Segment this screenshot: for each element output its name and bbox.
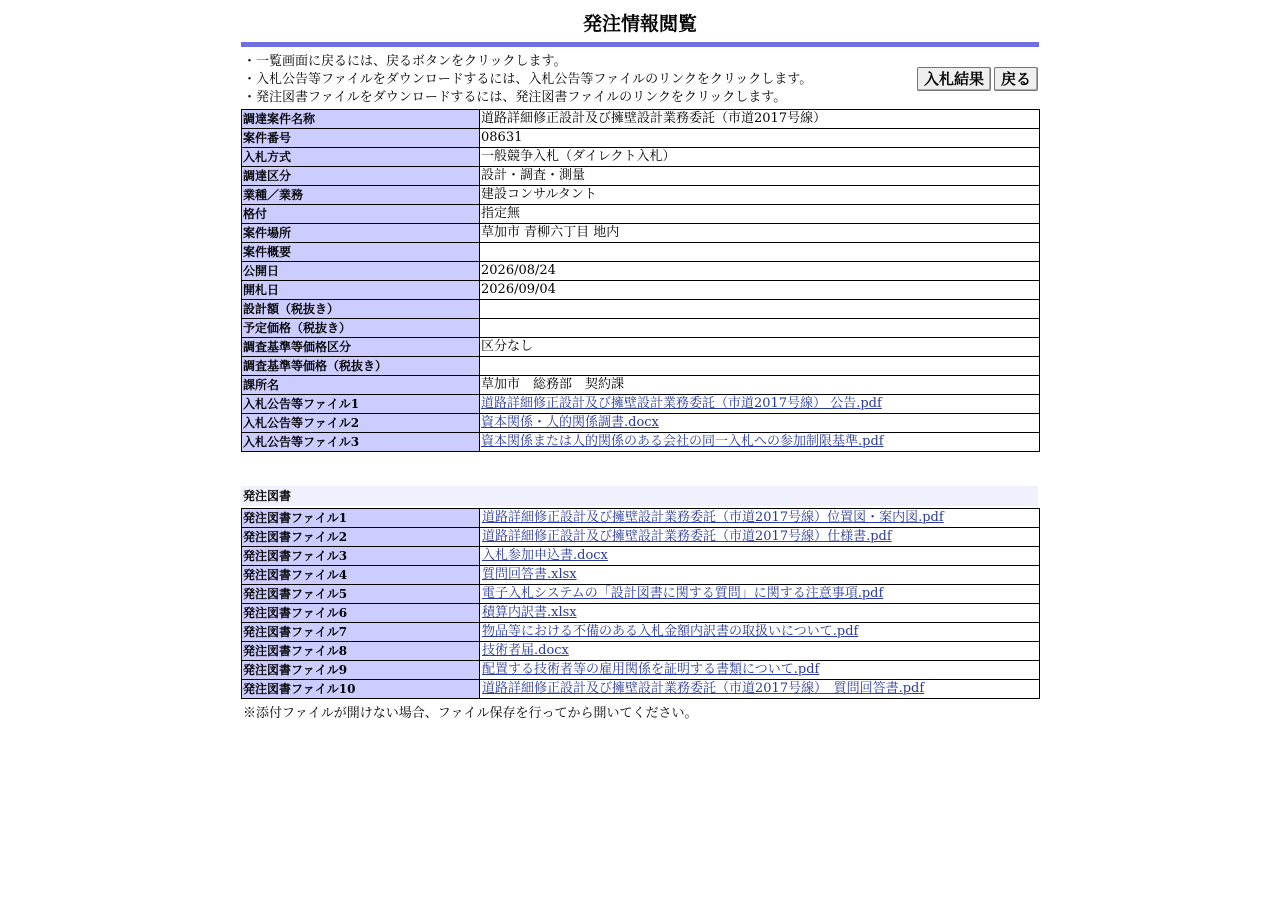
detail-value: 一般競争入札（ダイレクト入札） bbox=[481, 149, 676, 164]
row-label: 発注図書ファイル6 bbox=[242, 604, 480, 623]
row-label: 予定価格（税抜き） bbox=[242, 319, 480, 338]
row-label: 発注図書ファイル8 bbox=[242, 642, 480, 661]
row-value-cell bbox=[480, 395, 1040, 414]
detail-row bbox=[242, 338, 1040, 357]
drawing-file-row bbox=[242, 680, 1040, 699]
row-value-cell bbox=[480, 148, 1040, 167]
case-details-body bbox=[242, 110, 1040, 452]
drawing-file-link[interactable]: 質問回答書.xlsx bbox=[482, 567, 577, 582]
detail-row bbox=[242, 319, 1040, 338]
detail-value: 2026/09/04 bbox=[481, 282, 556, 297]
detail-row bbox=[242, 243, 1040, 262]
detail-value: 設計・調査・測量 bbox=[481, 168, 586, 183]
notice-file-link[interactable]: 道路詳細修正設計及び擁壁設計業務委託（市道2017号線） 公告.pdf bbox=[481, 396, 882, 411]
drawing-file-link[interactable]: 道路詳細修正設計及び擁壁設計業務委託（市道2017号線）仕様書.pdf bbox=[482, 529, 892, 544]
instruction-line: ・入札公告等ファイルをダウンロードするには、入札公告等ファイルのリンクをクリックします。 bbox=[243, 72, 813, 87]
detail-row bbox=[242, 281, 1040, 300]
detail-row bbox=[242, 148, 1040, 167]
drawing-file-row bbox=[242, 623, 1040, 642]
row-label: 入札方式 bbox=[242, 148, 480, 167]
row-value-cell bbox=[480, 376, 1040, 395]
row-label: 案件場所 bbox=[242, 224, 480, 243]
detail-value: 08631 bbox=[481, 130, 523, 145]
drawing-file-row bbox=[242, 528, 1040, 547]
detail-value: 道路詳細修正設計及び擁壁設計業務委託（市道2017号線） bbox=[481, 111, 827, 126]
detail-value: 指定無 bbox=[481, 206, 521, 221]
row-label: 発注図書ファイル5 bbox=[242, 585, 480, 604]
row-label: 発注図書ファイル9 bbox=[242, 661, 480, 680]
drawing-file-link[interactable]: 積算内訳書.xlsx bbox=[482, 605, 577, 620]
row-label: 発注図書ファイル10 bbox=[242, 680, 480, 699]
detail-row bbox=[242, 224, 1040, 243]
row-label: 発注図書ファイル2 bbox=[242, 528, 480, 547]
row-value-cell bbox=[480, 357, 1040, 376]
drawing-file-link[interactable]: 技術者届.docx bbox=[482, 643, 569, 658]
row-value-cell bbox=[480, 585, 1040, 604]
detail-row bbox=[242, 129, 1040, 148]
drawing-file-link[interactable]: 道路詳細修正設計及び擁壁設計業務委託（市道2017号線）位置図・案内図.pdf bbox=[482, 510, 944, 525]
row-value-cell bbox=[480, 566, 1040, 585]
detail-row bbox=[242, 110, 1040, 129]
drawing-file-row bbox=[242, 547, 1040, 566]
row-value-cell bbox=[480, 642, 1040, 661]
detail-value: 2026/08/24 bbox=[481, 263, 556, 278]
row-value-cell bbox=[480, 433, 1040, 452]
row-label: 設計額（税抜き） bbox=[242, 300, 480, 319]
row-value-cell bbox=[480, 509, 1040, 528]
action-buttons bbox=[917, 67, 1038, 91]
drawing-file-row bbox=[242, 566, 1040, 585]
page-container bbox=[241, 0, 1039, 721]
detail-row bbox=[242, 300, 1040, 319]
row-value-cell bbox=[480, 243, 1040, 262]
row-value-cell bbox=[480, 414, 1040, 433]
row-label: 公開日 bbox=[242, 262, 480, 281]
detail-row bbox=[242, 186, 1040, 205]
drawing-file-link[interactable]: 道路詳細修正設計及び擁壁設計業務委託（市道2017号線） 質問回答書.pdf bbox=[482, 681, 925, 696]
row-label: 入札公告等ファイル2 bbox=[242, 414, 480, 433]
row-value-cell bbox=[480, 186, 1040, 205]
drawing-file-row bbox=[242, 642, 1040, 661]
row-label: 開札日 bbox=[242, 281, 480, 300]
row-value-cell bbox=[480, 129, 1040, 148]
drawing-file-link[interactable]: 電子入札システムの「設計図書に関する質問」に関する注意事項.pdf bbox=[482, 586, 884, 601]
row-value-cell bbox=[480, 300, 1040, 319]
row-value-cell bbox=[480, 205, 1040, 224]
drawing-file-row bbox=[242, 509, 1040, 528]
detail-row bbox=[242, 205, 1040, 224]
notice-file-link[interactable]: 資本関係または人的関係のある会社の同一入札への参加制限基準.pdf bbox=[481, 434, 884, 449]
row-label: 発注図書ファイル3 bbox=[242, 547, 480, 566]
drawings-section-heading: 発注図書 bbox=[241, 486, 1038, 506]
detail-row bbox=[242, 262, 1040, 281]
row-label: 業種／業務 bbox=[242, 186, 480, 205]
row-label: 調達案件名称 bbox=[242, 110, 480, 129]
drawing-file-link[interactable]: 配置する技術者等の雇用関係を証明する書類について.pdf bbox=[482, 662, 820, 677]
drawing-file-link[interactable]: 物品等における不備のある入札金額内訳書の取扱いについて.pdf bbox=[482, 624, 859, 639]
row-value-cell bbox=[480, 319, 1040, 338]
row-label: 調達区分 bbox=[242, 167, 480, 186]
row-label: 調査基準等価格区分 bbox=[242, 338, 480, 357]
notice-file-link[interactable]: 資本関係・人的関係調書.docx bbox=[481, 415, 659, 430]
drawings-body bbox=[242, 509, 1040, 699]
row-label: 発注図書ファイル4 bbox=[242, 566, 480, 585]
row-value-cell bbox=[480, 547, 1040, 566]
instruction-line: ・発注図書ファイルをダウンロードするには、発注図書ファイルのリンクをクリックします。 bbox=[243, 90, 787, 105]
notice-file-row bbox=[242, 414, 1040, 433]
detail-value: 草加市 青柳六丁目 地内 bbox=[481, 225, 620, 240]
row-value-cell bbox=[480, 224, 1040, 243]
detail-row bbox=[242, 357, 1040, 376]
row-label: 格付 bbox=[242, 205, 480, 224]
notice-file-row bbox=[242, 433, 1040, 452]
drawing-file-row bbox=[242, 604, 1040, 623]
drawings-table bbox=[241, 508, 1040, 699]
row-label: 調査基準等価格（税抜き） bbox=[242, 357, 480, 376]
back-button[interactable]: 戻る bbox=[994, 67, 1038, 91]
row-value-cell bbox=[480, 623, 1040, 642]
drawing-file-link[interactable]: 入札参加申込書.docx bbox=[482, 548, 608, 563]
notice-file-row bbox=[242, 395, 1040, 414]
row-value-cell bbox=[480, 281, 1040, 300]
row-label: 発注図書ファイル7 bbox=[242, 623, 480, 642]
instructions-area bbox=[241, 47, 1039, 111]
bid-result-button[interactable]: 入札結果 bbox=[917, 67, 991, 91]
row-label: 案件概要 bbox=[242, 243, 480, 262]
row-label: 入札公告等ファイル3 bbox=[242, 433, 480, 452]
footnote: ※添付ファイルが開けない場合、ファイル保存を行ってから開いてください。 bbox=[243, 706, 698, 721]
detail-value: 建設コンサルタント bbox=[481, 187, 597, 202]
row-value-cell bbox=[480, 167, 1040, 186]
detail-row bbox=[242, 167, 1040, 186]
row-value-cell bbox=[480, 338, 1040, 357]
detail-value: 草加市 総務部 契約課 bbox=[481, 377, 625, 392]
row-label: 発注図書ファイル1 bbox=[242, 509, 480, 528]
drawing-file-row bbox=[242, 585, 1040, 604]
row-value-cell bbox=[480, 604, 1040, 623]
row-label: 案件番号 bbox=[242, 129, 480, 148]
instruction-line: ・一覧画面に戻るには、戻るボタンをクリックします。 bbox=[243, 54, 567, 69]
page-title: 発注情報閲覧 bbox=[582, 13, 697, 35]
row-value-cell bbox=[480, 528, 1040, 547]
case-details-table bbox=[241, 109, 1040, 452]
drawing-file-row bbox=[242, 661, 1040, 680]
detail-row bbox=[242, 376, 1040, 395]
row-value-cell bbox=[480, 661, 1040, 680]
detail-value: 区分なし bbox=[481, 339, 534, 354]
row-value-cell bbox=[480, 680, 1040, 699]
row-label: 入札公告等ファイル1 bbox=[242, 395, 480, 414]
row-value-cell bbox=[480, 110, 1040, 129]
row-label: 課所名 bbox=[242, 376, 480, 395]
row-value-cell bbox=[480, 262, 1040, 281]
